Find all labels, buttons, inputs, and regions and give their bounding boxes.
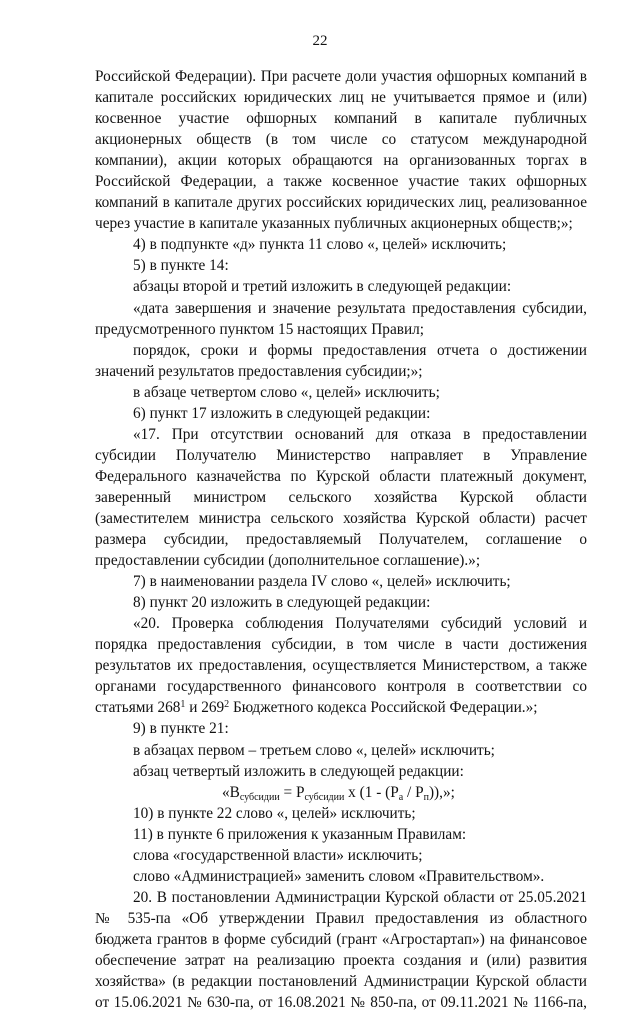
text-line: № 535-па «Об утверждении Правил предоставления из областного [95,909,587,927]
text-line: заверенный министром сельского хозяйства Курской области [95,488,587,506]
text-line-with-superscripts [95,697,587,718]
text-line: субсидии Получателю Министерство направляет в Управление [95,446,587,464]
text-line: результатов их предоставления, осуществляется Министерством, а также [95,657,587,675]
list-item: 5) в пункте 14: [133,257,229,275]
text-fragment: Бюджетного кодекса Российской Федерации.»; [229,699,538,717]
list-item: 8) пункт 20 изложить в следующей редакции: [133,594,431,612]
formula-part: х (1 - (Р [344,783,399,801]
list-item: 4) в подпункте «д» пункта 11 слово «, целей» исключить; [133,236,507,254]
text-line: бюджета грантов в форме субсидий (грант «Агростартап») на финансовое [95,930,587,948]
document-body [95,66,587,1013]
text-line: значений результатов предоставления субсидии;»; [95,362,423,380]
subsidy-formula [95,782,587,803]
text-line: слово «Администрацией» заменить словом «Правительством». [133,867,545,885]
text-line: компаний в капитале других российских юридических лиц, реализованное [95,194,587,212]
text-line: «17. При отсутствии оснований для отказа в предоставлении [133,425,587,443]
text-fragment: и 269 [185,699,225,717]
text-line: (заместителем министра сельского хозяйства Курской области) расчет [95,509,587,527]
text-line: органами государственного финансового контроля в соответствии со [95,678,587,696]
list-item: 10) в пункте 22 слово «, целей» исключить; [133,804,416,822]
text-line: Российской Федерации). При расчете доли участия офшорных компаний в [95,68,587,85]
formula-subscript: а [398,791,404,803]
text-line: через участие в капитале указанных публичных акционерных обществ;»; [95,215,573,233]
list-item: 7) в наименовании раздела IV слово «, целей» исключить; [133,573,511,591]
text-line: от 15.06.2021 № 630-па, от 16.08.2021 № 850-па, от 09.11.2021 № 1166-па, [95,994,587,1012]
text-line: косвенное участие офшорных компаний в капитале публичных [95,110,587,128]
text-line: абзац четвертый изложить в следующей редакции: [133,762,464,780]
list-item: 9) в пункте 21: [133,720,229,738]
text-line: обеспечение затрат на реализацию проекта создания и (или) развития [95,951,587,969]
formula-subscript: субсидии [304,791,345,803]
text-line: в абзацах первом – третьем слово «, целей» исключить; [133,741,495,759]
text-line: порядка предоставления субсидии, в том числе в части достижения [95,636,587,654]
text-line: «дата завершения и значение результата предоставления субсидии, [133,299,587,317]
text-line: «20. Проверка соблюдения Получателями субсидий условий и [133,615,587,633]
superscript: 1 [180,699,186,711]
text-line: размера субсидии, предоставляемый Получателем, соглашение о [95,531,587,549]
formula-part: )),»; [428,783,455,801]
list-item: 6) пункт 17 изложить в следующей редакции: [133,404,431,422]
text-line: в абзаце четвертом слово «, целей» исключить; [133,383,440,401]
text-fragment: статьями 268 [95,699,181,717]
text-line: Федерального казначейства по Курской области платежный документ, [95,467,587,485]
page-number: 22 [312,33,328,49]
text-line: 20. В постановлении Администрации Курской области от 25.05.2021 [133,888,587,906]
text-line: абзацы второй и третий изложить в следующей редакции: [133,278,512,296]
list-item: 11) в пункте 6 приложения к указанным Правилам: [133,825,467,843]
formula-part: = Р [279,783,305,801]
text-line: компании), акции которых обращаются на организованных торгах в [95,152,587,170]
formula-part: «В [222,783,240,801]
formula-part: / Р [403,783,424,801]
text-line: порядок, сроки и формы предоставления отчета о достижении [133,341,587,359]
text-line: слова «государственной власти» исключить; [133,846,423,864]
superscript: 2 [224,699,230,711]
formula-subscript: п [423,791,429,803]
formula-subscript: субсидии [239,791,280,803]
text-line: Российской Федерации, а также косвенное участие таких офшорных [95,173,587,191]
text-line: хозяйства» (в редакции постановлений Администрации Курской области [95,973,587,991]
text-line: предоставлении субсидии (дополнительное соглашение).»; [95,552,481,570]
text-line: предусмотренного пунктом 15 настоящих Правил; [95,320,425,338]
text-line: акционерных обществ (в том числе со статусом международной [95,131,587,149]
text-line: капитале российских юридических лиц не учитывается прямое и (или) [95,89,587,107]
